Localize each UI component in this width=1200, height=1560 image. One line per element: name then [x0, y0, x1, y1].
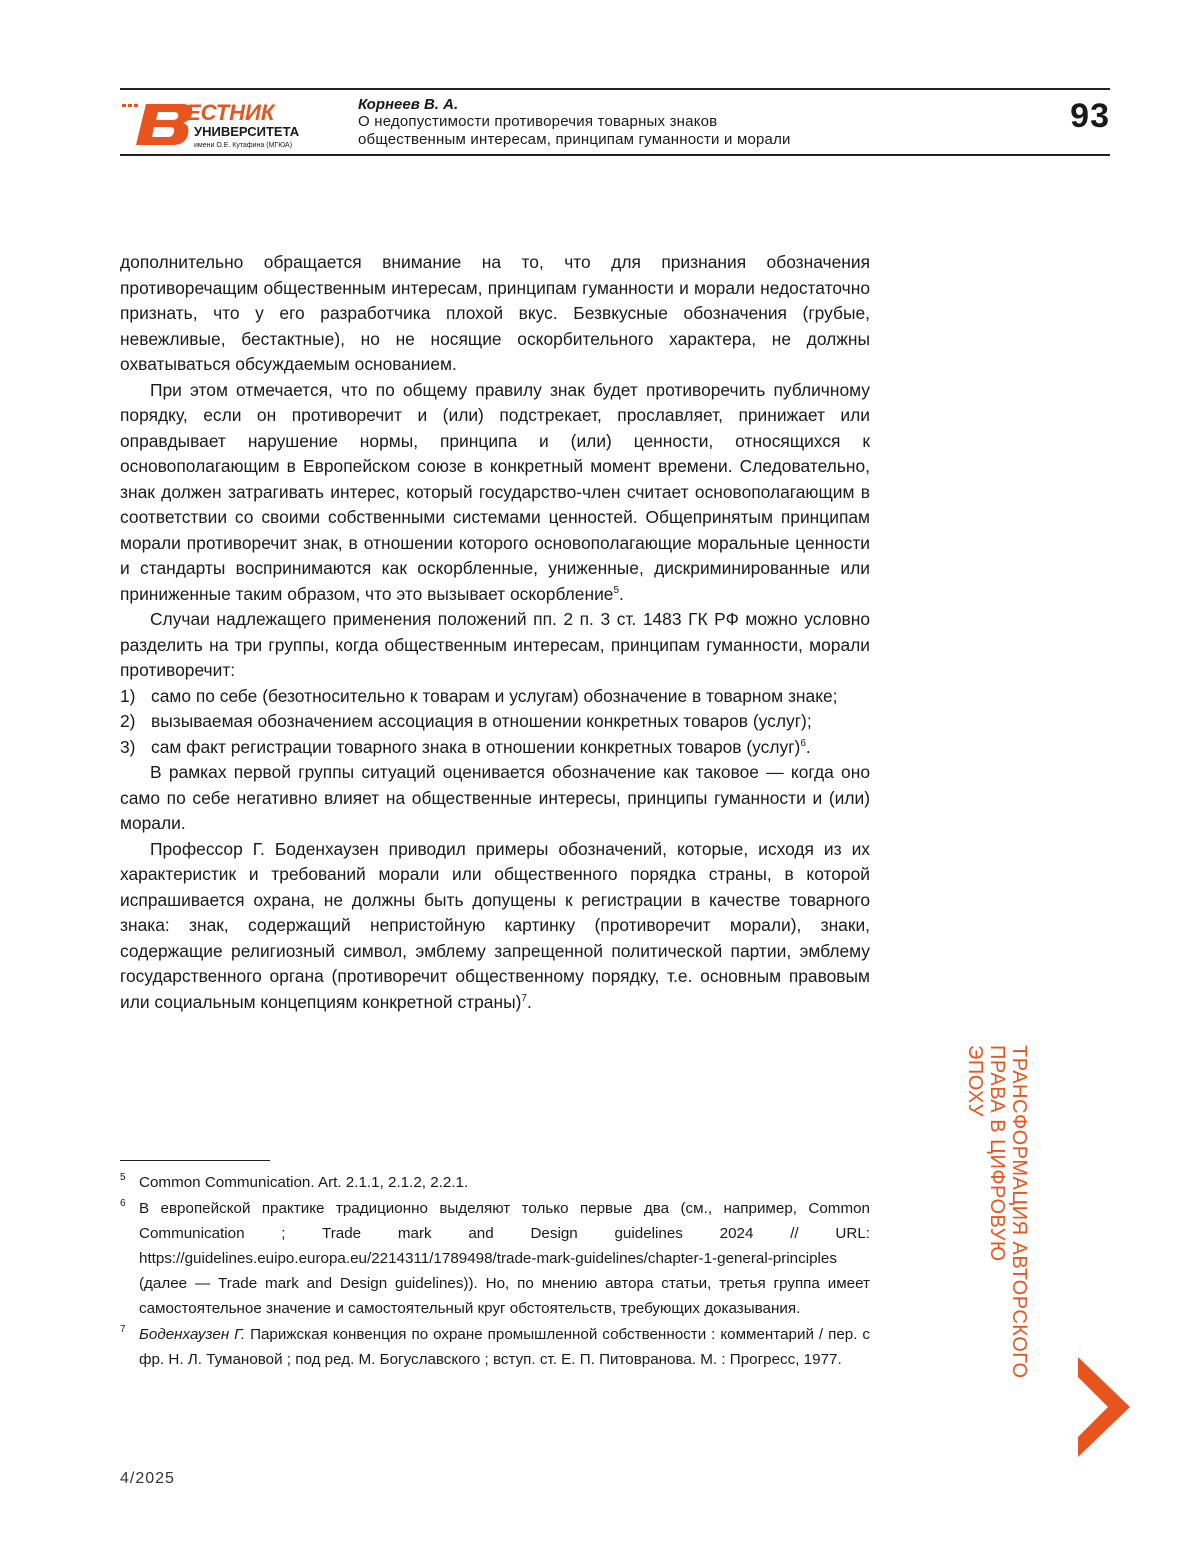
paragraph-1 — [120, 250, 870, 378]
list-item-end: . — [806, 737, 811, 757]
article-body — [120, 250, 870, 1015]
journal-logo — [120, 96, 320, 150]
running-head — [358, 96, 978, 149]
section-banner-text — [964, 1045, 1030, 1379]
list-item — [120, 684, 870, 710]
footnote-number: 7 — [120, 1317, 126, 1342]
section-banner-line-2: ПРАВА В ЦИФРОВУЮ — [986, 1045, 1008, 1379]
paragraph-2-text: При этом отмечается, что по общему правилу знак будет противоречить публичному порядку, если он противоречит и (или) подстрекает, прославляет, принижает или оправдывает нарушение нормы, принципа и (или) ценности, относящихся к основополагающим в Европейском союзе в конкретный момент времени. Следовательно, знак должен затрагивать интерес, который государство-член считает основополагающим в соответствии со своими собственными системами ценностей. Общепринятым принципам морали противоречит знак, в отношении которого основополагающие моральные ценности и стандарты воспринимаются как оскорбленные, униженные, дискриминированные или приниженные таким образом, что это вызывает оскорбление — [120, 380, 870, 604]
section-banner-line-1: ТРАНСФОРМАЦИЯ АВТОРСКОГО — [1008, 1045, 1030, 1379]
footnote-divider — [120, 1160, 270, 1161]
list-item — [120, 735, 870, 761]
paragraph-2-end: . — [619, 584, 624, 604]
page-number: 93 — [1070, 96, 1110, 136]
list-item-number: 2) — [120, 709, 135, 735]
paragraph-4-text: В рамках первой группы ситуаций оценивается обозначение как таковое — когда оно само по себе негативно влияет на общественные интересы, принципы гуманности и (или) морали. — [120, 762, 870, 833]
footnote-text: Парижская конвенция по охране промышленной собственности : комментарий / пер. с фр. Н. Л. Тумановой ; под ред. М. Богуславского ; вступ. ст. Е. П. Питовранова. М. : Прогресс, 1977. — [139, 1326, 870, 1368]
paragraph-5-end: . — [527, 992, 532, 1012]
section-banner-line-3: ЭПОХУ — [964, 1045, 986, 1379]
list-item-text: вызываемая обозначением ассоциация в отношении конкретных товаров (услуг); — [151, 711, 812, 731]
footnote-number: 6 — [120, 1191, 126, 1216]
footnote-ref-6[interactable]: 6 — [800, 738, 806, 749]
footnote-6 — [120, 1196, 870, 1321]
list-item-number: 3) — [120, 735, 135, 761]
page-header — [120, 88, 1110, 156]
list-item-text: сам факт регистрации товарного знака в отношении конкретных товаров (услуг) — [151, 737, 800, 757]
group-list — [120, 684, 870, 761]
list-item-number: 1) — [120, 684, 135, 710]
footnote-number: 5 — [120, 1165, 126, 1190]
paragraph-3 — [120, 607, 870, 684]
paragraph-5-text: Профессор Г. Боденхаузен приводил примеры обозначений, которые, исходя из их характеристик и требований морали или общественного порядка страны, в которой испрашивается охрана, не должны быть допущены к регистрации в качестве товарного знака: знак, содержащий непристойную картинку (противоречит морали), знаки, содержащие религиозный символ, эмблему запрещенной политической партии, эмблему государственного органа (противоречит общественному порядку, т.е. основным правовым или социальным концепциям конкретной страны) — [120, 839, 870, 1012]
footnote-7 — [120, 1322, 870, 1372]
list-item — [120, 709, 870, 735]
paragraph-4 — [120, 760, 870, 837]
paragraph-5 — [120, 837, 870, 1016]
logo-word-vestnik: ЕСТНИК — [186, 100, 276, 125]
arrow-icon — [1078, 1357, 1130, 1457]
footnote-text: Common Communication. Art. 2.1.1, 2.1.2, 2.2.1. — [139, 1174, 468, 1191]
issue-number: 4/2025 — [120, 1470, 175, 1488]
logo-word-university: УНИВЕРСИТЕТА — [194, 124, 300, 139]
section-banner — [990, 1045, 1130, 1465]
footnote-5 — [120, 1170, 870, 1195]
paragraph-3-text: Случаи надлежащего применения положений пп. 2 п. 3 ст. 1483 ГК РФ можно условно разделить на три группы, когда общественным интересам, принципам гуманности, морали противоречит: — [120, 609, 870, 680]
paragraph-2 — [120, 378, 870, 608]
running-head-title-line-1: О недопустимости противоречия товарных знаков — [358, 113, 978, 131]
footnotes — [120, 1170, 870, 1373]
logo-word-kutafin: имени О.Е. Кутафина (МГЮА) — [194, 142, 292, 149]
footnote-ref-7[interactable]: 7 — [521, 993, 527, 1004]
list-item-text: само по себе (безотносительно к товарам и услугам) обозначение в товарном знаке; — [151, 686, 838, 706]
running-head-author: Корнеев В. А. — [358, 96, 978, 113]
running-head-title-line-2: общественным интересам, принципам гуманности и морали — [358, 131, 978, 149]
paragraph-1-text: дополнительно обращается внимание на то, что для признания обозначения противоречащим общественным интересам, принципам гуманности и морали недостаточно признать, что у его разработчика плохой вкус. Безвкусные обозначения (грубые, невежливые, бестактные), но не носящие оскорбительного характера, не должны охватываться обсуждаемым основанием. — [120, 252, 870, 374]
footnote-author: Боденхаузен Г. — [139, 1326, 245, 1343]
footnote-text: В европейской практике традиционно выделяют только первые два (см., например, Common Communication ; Trade mark and Design guidelines 2024 // URL: https://guidelines.euipo.europa.eu/2214311/1789498/trade-mark-guidelines/chapter-1-general-principles (далее — Trade mark and Design guidelines)). Но, по мнению автора статьи, третья группа имеет самостоятельное значение и самостоятельный круг обстоятельств, требующих доказывания. — [139, 1200, 870, 1317]
footnote-ref-5[interactable]: 5 — [613, 585, 619, 596]
